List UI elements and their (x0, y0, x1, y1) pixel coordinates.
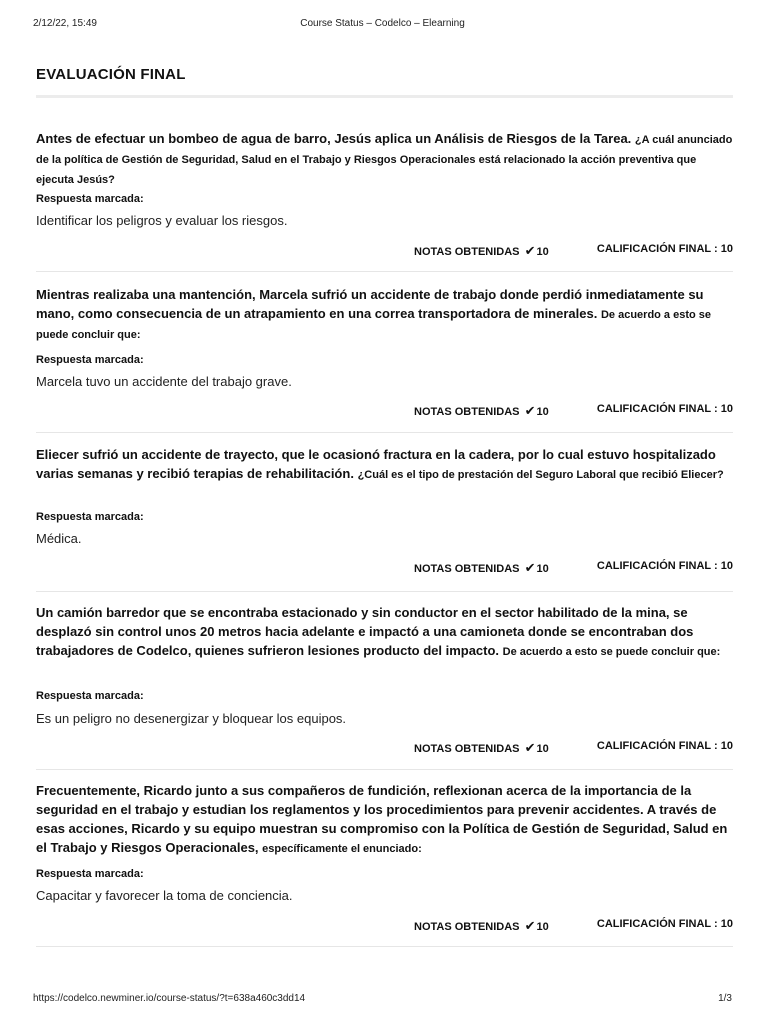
answer-text: Médica. (36, 531, 82, 546)
answer-text: Identificar los peligros y evaluar los riesgos. (36, 213, 288, 228)
print-header (33, 18, 732, 32)
question-text (36, 592, 733, 661)
notes-obtained (414, 740, 549, 756)
question-statement: Frecuentemente, Ricardo junto a sus compañeros de fundición, reflexionan acerca de la importancia de la seguridad en el trabajo y estudian los reglamentos y los procedimientos para prevenir accidentes. A través de esas acciones, Ricardo y su equipo muestran su compromiso con la Política de Gestión de Seguridad, Salud en el Trabajo y Riesgos Operacionales, (36, 783, 728, 855)
final-value: 10 (720, 560, 733, 572)
notes-label: NOTAS OBTENIDAS (414, 563, 520, 575)
question-item (36, 433, 733, 592)
final-grade (597, 243, 733, 255)
question-prompt: ¿A cuál anunciado de la política de Gestión de Seguridad, Salud en el Trabajo y Riesgos Operacionales está relacionado la acción preventiva que ejecuta Jesús? (36, 134, 733, 186)
final-grade (597, 403, 733, 415)
check-icon: ✔ (524, 403, 536, 418)
question-text (36, 770, 733, 858)
question-statement: Antes de efectuar un bombeo de agua de barro, Jesús aplica un Análisis de Riesgos de la Tarea. (36, 131, 632, 146)
answer-text: Marcela tuvo un accidente del trabajo grave. (36, 374, 292, 389)
question-prompt: De acuerdo a esto se puede concluir que: (36, 309, 712, 341)
question-statement: Mientras realizaba una mantención, Marcela sufrió un accidente de trabajo donde perdió inmediatamente su mano, como consecuencia de un atrapamiento en una correa transportadora de minerales. (36, 287, 704, 321)
print-tab-title: Course Status – Codelco – Elearning (300, 18, 465, 29)
question-prompt: ¿Cuál es el tipo de prestación del Seguro Laboral que recibió Eliecer? (357, 469, 724, 481)
question-list (36, 110, 733, 947)
answer-text: Capacitar y favorecer la toma de conciencia. (36, 888, 293, 903)
notes-obtained (414, 560, 549, 576)
notes-label: NOTAS OBTENIDAS (414, 246, 520, 258)
notes-obtained (414, 243, 549, 259)
check-icon: ✔ (524, 560, 536, 575)
question-text (36, 110, 733, 189)
question-item (36, 770, 733, 947)
score-row (36, 243, 733, 259)
notes-label: NOTAS OBTENIDAS (414, 406, 520, 418)
page-title: EVALUACIÓN FINAL (36, 66, 186, 83)
notes-value: 10 (536, 921, 549, 933)
notes-label: NOTAS OBTENIDAS (414, 921, 520, 933)
notes-value: 10 (536, 563, 549, 575)
score-row (36, 918, 733, 934)
final-label: CALIFICACIÓN FINAL : (596, 740, 718, 752)
score-row (36, 560, 733, 576)
final-value: 10 (720, 740, 733, 752)
question-prompt: específicamente el enunciado: (262, 843, 422, 855)
final-value: 10 (720, 403, 733, 415)
question-text (36, 272, 733, 344)
score-row (36, 403, 733, 419)
notes-value: 10 (536, 743, 549, 755)
question-prompt: De acuerdo a esto se puede concluir que: (502, 646, 721, 658)
score-row (36, 740, 733, 756)
notes-value: 10 (536, 406, 549, 418)
page-url: https://codelco.newminer.io/course-status/?t=638a460c3dd14 (33, 993, 306, 1004)
answer-label: Respuesta marcada: (36, 511, 144, 523)
answer-label: Respuesta marcada: (36, 193, 144, 205)
notes-value: 10 (536, 246, 549, 258)
title-divider (36, 95, 733, 98)
question-text (36, 433, 733, 484)
final-grade (597, 918, 733, 930)
final-label: CALIFICACIÓN FINAL : (596, 918, 718, 930)
question-item (36, 272, 733, 433)
check-icon: ✔ (524, 918, 536, 933)
final-label: CALIFICACIÓN FINAL : (596, 403, 718, 415)
question-statement: Eliecer sufrió un accidente de trayecto, que le ocasionó fractura en la cadera, por lo cual estuvo hospitalizado varias semanas y recibió terapias de rehabilitación. (36, 447, 716, 481)
question-statement: Un camión barredor que se encontraba estacionado y sin conductor en el sector habilitado de la mina, se desplazó sin control unos 20 metros hacia adelante e impactó a una camioneta donde se encontraban dos trabajadores de Codelco, quienes sufrieron lesiones producto del impacto. (36, 605, 694, 658)
check-icon: ✔ (524, 740, 536, 755)
final-label: CALIFICACIÓN FINAL : (596, 243, 718, 255)
final-label: CALIFICACIÓN FINAL : (596, 560, 718, 572)
answer-text: Es un peligro no desenergizar y bloquear los equipos. (36, 711, 347, 726)
final-value: 10 (720, 918, 733, 930)
final-grade (597, 740, 733, 752)
print-footer (33, 993, 732, 1007)
answer-label: Respuesta marcada: (36, 690, 144, 702)
check-icon: ✔ (524, 243, 536, 258)
question-item (36, 592, 733, 770)
answer-label: Respuesta marcada: (36, 868, 144, 880)
print-datetime: 2/12/22, 15:49 (33, 18, 97, 29)
final-value: 10 (720, 243, 733, 255)
question-item (36, 110, 733, 272)
notes-obtained (414, 918, 549, 934)
answer-label: Respuesta marcada: (36, 354, 144, 366)
notes-label: NOTAS OBTENIDAS (414, 743, 520, 755)
page-number: 1/3 (718, 993, 732, 1004)
final-grade (597, 560, 733, 572)
notes-obtained (414, 403, 549, 419)
